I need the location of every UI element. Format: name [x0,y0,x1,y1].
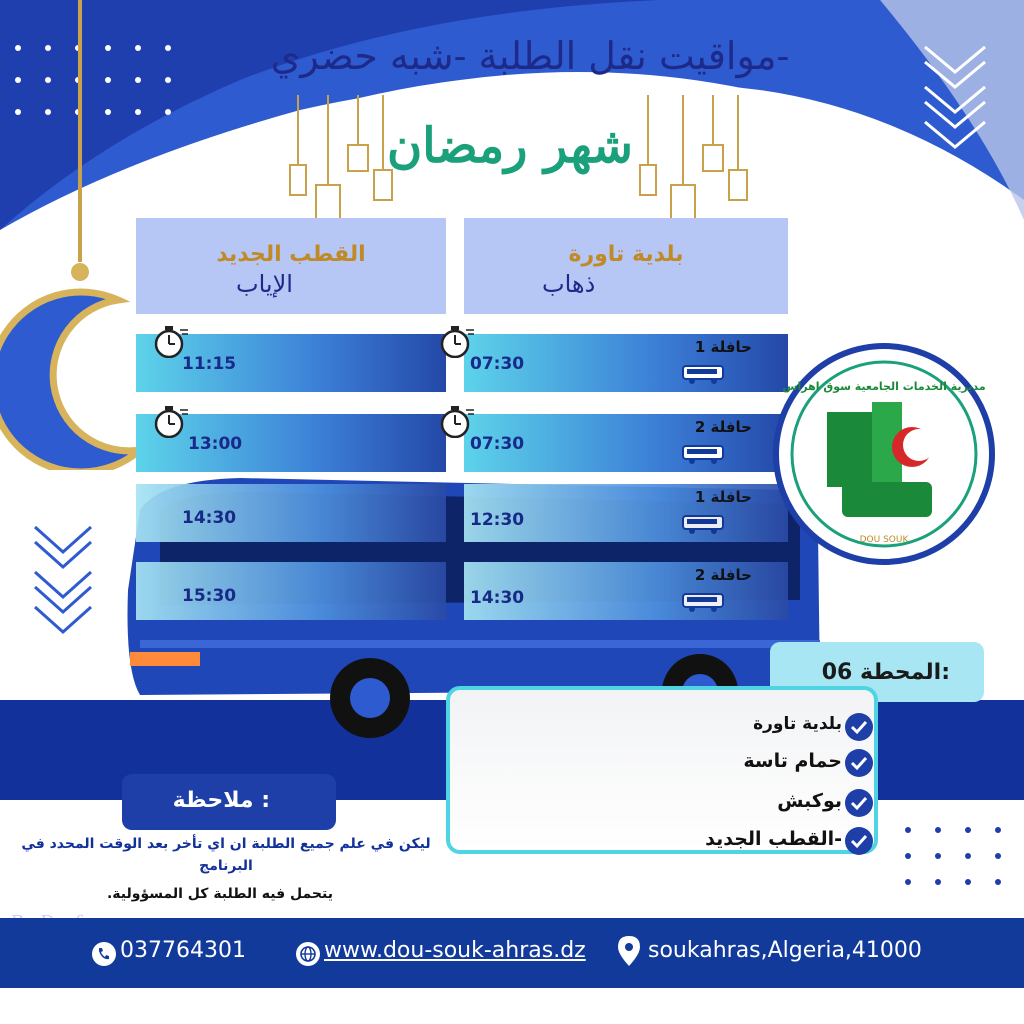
bus-label: حافلة 2 [694,566,752,584]
go-time: 07:30 [470,434,525,454]
logo-arc-text: مديرية الخدمات الجامعية سوق اهراس [782,380,986,393]
footer-website-link[interactable]: www.dou-souk-ahras.dz [324,938,586,963]
station-item [700,824,880,858]
chevron-down-icon [920,42,990,152]
check-circle-icon [844,748,874,778]
globe-icon [296,942,320,966]
footer-bar [0,918,1024,988]
bus-icon [682,514,724,534]
station-item [700,746,880,780]
station-item [700,786,880,820]
logo-bottom-text: DOU SOUK [859,535,909,545]
go-place: بلدية تاورة [568,242,684,267]
lantern-icon [628,95,758,225]
ramadan-heading: شهر رمضان [387,118,633,174]
go-time-cell [464,484,788,542]
station-name: بلدية تاورة [753,714,842,734]
bus-label: حافلة 1 [694,488,752,506]
station-name: بوكبش [777,790,842,812]
location-pin-icon [618,936,640,966]
note-line-1: ليكن في علم جميع الطلبة ان اي تأخر بعد الوقت المحدد في [21,836,431,852]
bus-icon [682,592,724,612]
return-direction: الإياب [236,270,293,298]
check-circle-icon [844,712,874,742]
return-column-header [136,218,446,314]
go-time: 07:30 [470,354,525,374]
bus-icon [682,364,724,384]
go-direction: ذهاب [542,270,596,298]
note-line-3: يتحمل فيه الطلبة كل المسؤولية. [106,886,333,902]
dot-pattern-bottom-right [900,822,1024,892]
return-time-cell [136,484,446,542]
stopwatch-icon [152,402,188,438]
phone-icon [92,942,116,966]
check-circle-icon [844,826,874,856]
page-title: مواقيت نقل الطلبة -شبه حضري- [270,34,790,78]
chevron-down-icon [30,522,96,642]
station-name: حمام تاسة [743,750,842,772]
station-item [700,710,880,744]
bus-icon [682,444,724,464]
footer-address: soukahras,Algeria,41000 [648,938,922,963]
return-time: 11:15 [182,354,237,374]
university-services-logo [772,342,996,566]
go-time-cell [464,562,788,620]
bus-label: حافلة 1 [694,338,752,356]
note-heading: ملاحظة : [172,788,270,813]
go-column-header [464,218,788,314]
go-time: 14:30 [470,588,525,608]
return-time: 15:30 [182,586,237,606]
stations-heading: المحطة 06: [821,660,950,685]
stopwatch-icon [438,322,474,358]
stopwatch-icon [438,402,474,438]
return-time-cell [136,562,446,620]
footer-phone[interactable]: 037764301 [120,938,246,963]
return-time: 14:30 [182,508,237,528]
check-circle-icon [844,788,874,818]
go-time-cell [464,414,788,472]
station-name: القطب الجديد- [705,828,842,850]
note-line-2: البرنامج [199,858,253,874]
go-time-cell [464,334,788,392]
stopwatch-icon [152,322,188,358]
go-time: 12:30 [470,510,525,530]
bus-label: حافلة 2 [694,418,752,436]
return-time: 13:00 [188,434,243,454]
return-place: القطب الجديد [216,242,366,267]
